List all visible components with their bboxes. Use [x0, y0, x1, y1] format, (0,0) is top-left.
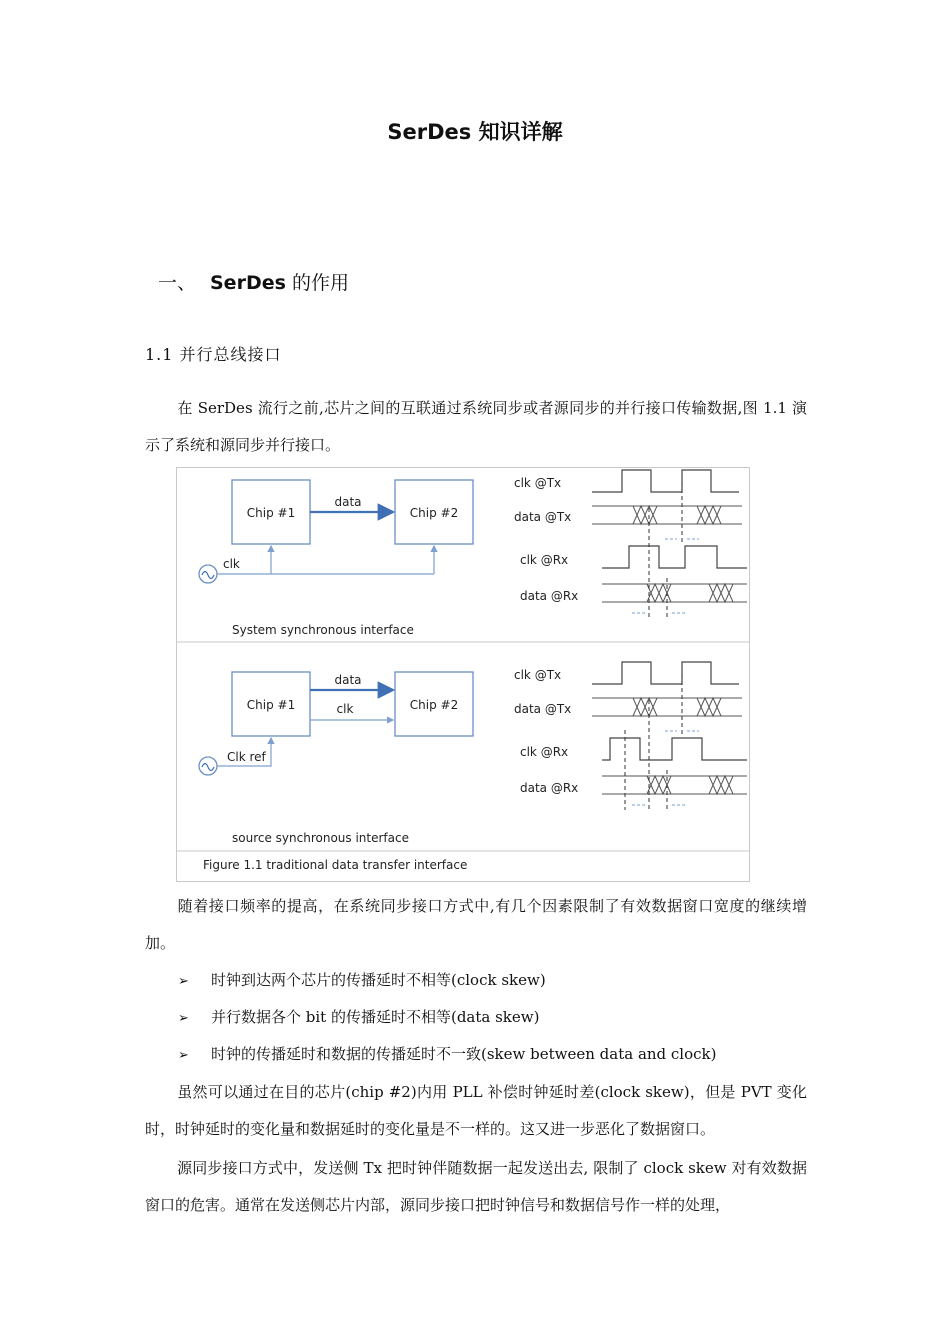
bullet-arrow-icon: ➢: [178, 974, 189, 989]
figure-diagram: [177, 468, 749, 881]
bullet-text: 并行数据各个 bit 的传播延时不相等(data skew): [211, 1008, 540, 1026]
paragraph-pll: [145, 1074, 807, 1148]
top-data-label: data: [334, 495, 362, 509]
bottom-chip2-label: Chip #2: [409, 698, 459, 712]
figure-1-1: [176, 467, 750, 882]
paragraph-skew-intro-text: 随着接口频率的提高，在系统同步接口方式中,有几个因素限制了有效数据窗口宽度的继续增加。: [145, 897, 807, 952]
paragraph-source-sync-text: 源同步接口方式中，发送侧 Tx 把时钟伴随数据一起发送出去, 限制了 clock skew 对有效数据窗口的危害。通常在发送侧芯片内部，源同步接口把时钟信号和数据信号作一样的处理，: [145, 1159, 807, 1214]
paragraph-pll-text: 虽然可以通过在目的芯片(chip #2)内用 PLL 补偿时钟延时差(clock skew)，但是 PVT 变化时，时钟延时的变化量和数据延时的变化量是不一样的。这又进一步恶化了数据窗口。: [145, 1083, 807, 1138]
section-number: 一、: [158, 272, 197, 294]
bottom-sig-clk-tx: clk @Tx: [514, 668, 562, 682]
bullet-text: 时钟到达两个芯片的传播延时不相等(clock skew): [211, 971, 546, 989]
bottom-sig-data-tx: data @Tx: [514, 702, 572, 716]
top-sig-clk-tx: clk @Tx: [514, 476, 562, 490]
section-heading: [158, 268, 349, 295]
bottom-wave-clk-rx: [602, 738, 747, 760]
top-sig-data-rx: data @Rx: [520, 589, 579, 603]
bottom-caption: source synchronous interface: [232, 831, 409, 845]
paragraph-intro: [145, 390, 807, 464]
bottom-wave-data-rx: [602, 776, 747, 794]
bottom-data-label: data: [334, 673, 362, 687]
figure-caption: Figure 1.1 traditional data transfer interface: [203, 858, 468, 872]
section-title-cn: 的作用: [285, 272, 349, 294]
bullet-item: [178, 962, 546, 1000]
bottom-sig-clk-rx: clk @Rx: [520, 745, 569, 759]
bullet-text: 时钟的传播延时和数据的传播延时不一致(skew between data and clock): [211, 1045, 717, 1063]
top-chip1-label: Chip #1: [246, 506, 296, 520]
top-sig-data-tx: data @Tx: [514, 510, 572, 524]
bottom-chip1-label: Chip #1: [246, 698, 296, 712]
top-wave-data-rx: [602, 584, 747, 602]
section-title-en: SerDes: [210, 272, 286, 294]
bullet-item: [178, 999, 539, 1037]
bullet-arrow-icon: ➢: [178, 1011, 189, 1026]
top-wave-clk-rx: [602, 546, 747, 568]
top-wave-clk-tx: [592, 470, 739, 492]
subsection-heading: 1.1 并行总线接口: [145, 345, 282, 364]
bullet-arrow-icon: ➢: [178, 1048, 189, 1063]
top-clk-label: clk: [223, 557, 240, 571]
bottom-panel: [177, 662, 749, 872]
top-chip2-label: Chip #2: [409, 506, 459, 520]
paragraph-intro-text: 在 SerDes 流行之前,芯片之间的互联通过系统同步或者源同步的并行接口传输数据,图 1.1 演示了系统和源同步并行接口。: [145, 399, 807, 454]
top-panel: [177, 470, 749, 642]
top-caption: System synchronous interface: [232, 623, 414, 637]
bullet-item: [178, 1036, 716, 1074]
bottom-wave-data-tx: [592, 698, 742, 716]
bottom-sig-data-rx: data @Rx: [520, 781, 579, 795]
top-wave-data-tx: [592, 506, 742, 524]
bottom-clkref-label: Clk ref: [227, 750, 266, 764]
page-title: SerDes 知识详解: [387, 120, 563, 144]
paragraph-skew-intro: [145, 888, 807, 962]
top-sig-clk-rx: clk @Rx: [520, 553, 569, 567]
paragraph-source-sync: [145, 1150, 807, 1224]
bottom-clk-label: clk: [336, 702, 354, 716]
bottom-wave-clk-tx: [592, 662, 739, 684]
